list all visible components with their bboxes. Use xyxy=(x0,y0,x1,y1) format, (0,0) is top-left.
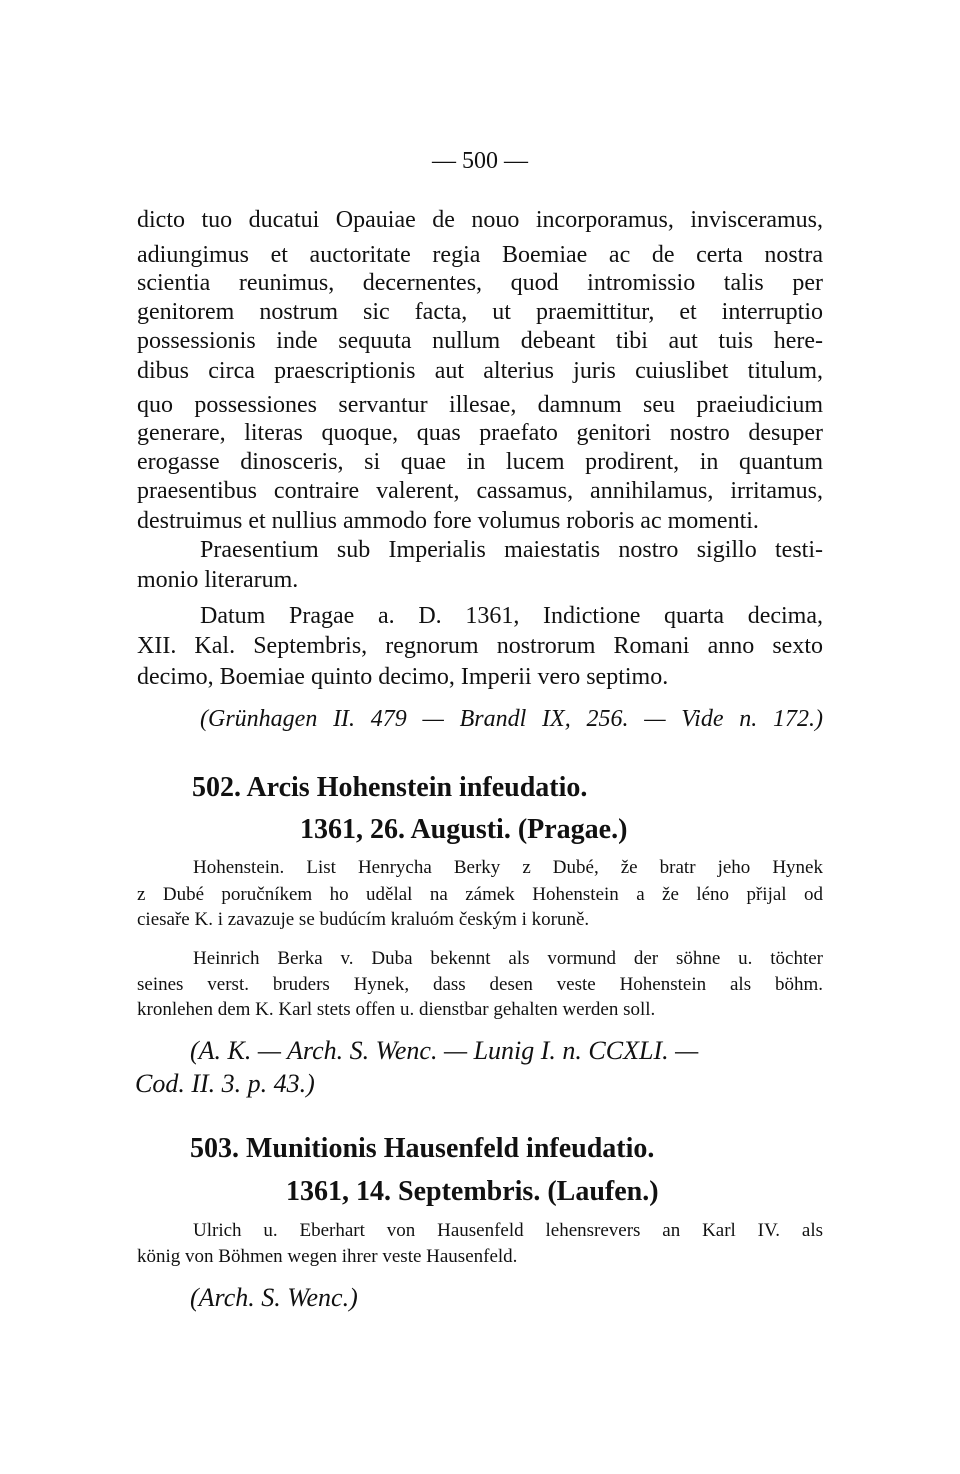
text-line: adiungimus et auctoritate regia Boemiae ac de certa nostra xyxy=(137,242,823,268)
source-citation: (A. K. — Arch. S. Wenc. — Lunig I. n. CCXLI. — xyxy=(190,1036,699,1065)
datum-line: decimo, Boemiae quinto decimo, Imperii vero septimo. xyxy=(137,664,669,690)
document-date: 1361, 26. Augusti. (Pragae.) xyxy=(300,814,628,845)
text-line: destruimus et nullius ammodo fore volumus roboris ac momenti. xyxy=(137,508,759,534)
source-citation: Cod. II. 3. p. 43.) xyxy=(135,1069,315,1098)
source-citation: (Grünhagen II. 479 — Brandl IX, 256. — Vide n. 172.) xyxy=(200,706,823,732)
text-line: quo possessiones servantur illesae, damnum seu praeiudicium xyxy=(137,392,823,418)
datum-line: XII. Kal. Septembris, regnorum nostrorum Romani anno sexto xyxy=(137,633,823,659)
page-number: — 500 — xyxy=(432,148,528,174)
text-line: praesentibus contraire valerent, cassamus, annihilamus, irritamus, xyxy=(137,478,823,504)
text-line: possessionis inde sequuta nullum debeant tibi aut tuis here- xyxy=(137,328,823,354)
document-date: 1361, 14. Septembris. (Laufen.) xyxy=(286,1176,659,1207)
text-line: genitorem nostrum sic facta, ut praemittitur, et interruptio xyxy=(137,299,823,325)
regest-german-line: Heinrich Berka v. Duba bekennt als vormund der söhne u. töchter xyxy=(193,948,823,969)
text-line: dicto tuo ducatui Opauiae de nouo incorporamus, invisceramus, xyxy=(137,207,823,233)
regest-german-line: könig von Böhmen wegen ihrer veste Hausenfeld. xyxy=(137,1246,518,1267)
datum-line: Datum Pragae a. D. 1361, Indictione quarta decima, xyxy=(200,603,823,629)
source-citation: (Arch. S. Wenc.) xyxy=(190,1283,358,1312)
text-line: Praesentium sub Imperialis maiestatis nostro sigillo testi- xyxy=(200,537,823,563)
text-line: erogasse dinosceris, si quae in lucem prodirent, in quantum xyxy=(137,449,823,475)
text-line: generare, literas quoque, quas praefato genitori nostro desuper xyxy=(137,420,823,446)
regest-czech-line: z Dubé poručníkem ho udělal na zámek Hohenstein a že léno přijal od xyxy=(137,884,823,905)
document-heading: 502. Arcis Hohenstein infeudatio. xyxy=(192,772,588,803)
text-line: monio literarum. xyxy=(137,567,299,593)
regest-german-line: Ulrich u. Eberhart von Hausenfeld lehensrevers an Karl IV. als xyxy=(193,1220,823,1241)
regest-german-line: seines verst. bruders Hynek, dass desen veste Hohenstein als böhm. xyxy=(137,974,823,995)
regest-german-line: kronlehen dem K. Karl stets offen u. dienstbar gehalten werden soll. xyxy=(137,999,656,1020)
regest-czech-line: ciesaře K. i zavazuje se budúcím kraluóm českým i koruně. xyxy=(137,909,590,930)
regest-czech-line: Hohenstein. List Henrycha Berky z Dubé, že bratr jeho Hynek xyxy=(193,857,823,878)
document-heading: 503. Munitionis Hausenfeld infeudatio. xyxy=(190,1133,655,1164)
text-line: dibus circa praescriptionis aut alterius juris cuiuslibet titulum, xyxy=(137,358,823,384)
text-line: scientia reunimus, decernentes, quod intromissio talis per xyxy=(137,270,823,296)
